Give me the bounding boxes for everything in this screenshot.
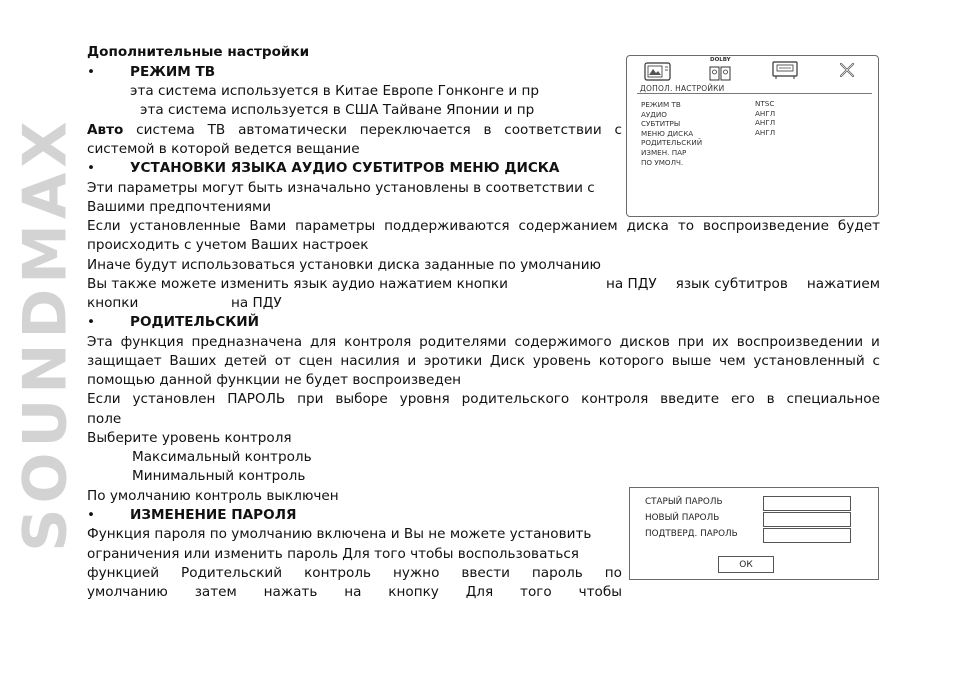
- parental-line-6: Выберите уровень контроля: [87, 430, 292, 446]
- word: поддерживаются: [384, 218, 510, 234]
- word: введите: [660, 391, 720, 407]
- word: дисков: [619, 334, 670, 350]
- word: автоматически: [238, 122, 347, 138]
- word: при: [297, 391, 324, 407]
- menu-value-tv-mode: NTSC: [755, 99, 775, 108]
- word: на: [344, 584, 362, 600]
- parental-line-4: [87, 390, 880, 409]
- word: сцен: [298, 353, 333, 369]
- language-line-1: Эти параметры могут быть изначально установлены в соответствии с: [87, 180, 595, 196]
- word: Эта: [87, 334, 113, 350]
- word: насилия: [340, 353, 400, 369]
- confirm-password-label: ПОДТВЕРД. ПАРОЛЬ: [645, 529, 738, 539]
- tv-ntsc-line: эта система используется в США Тайване Японии и пр: [140, 102, 535, 118]
- word: с: [872, 353, 880, 369]
- word: защищает: [87, 353, 162, 369]
- word: установленный: [753, 353, 865, 369]
- word: пароль: [531, 565, 583, 581]
- bullet: •: [87, 160, 96, 176]
- setup-menu-icon-bar: [627, 56, 878, 84]
- bullet: •: [87, 64, 96, 80]
- word: язык субтитров: [675, 276, 788, 292]
- word: Диск: [489, 353, 526, 369]
- word: затем: [194, 584, 237, 600]
- soundmax-watermark: [11, 58, 81, 610]
- word: в: [766, 391, 775, 407]
- word: кнопку: [388, 584, 439, 600]
- word: нажать: [263, 584, 318, 600]
- word: переключается: [359, 122, 471, 138]
- parental-heading: РОДИТЕЛЬСКИЙ: [130, 314, 260, 330]
- menu-item-defaults[interactable]: ПО УМОЛЧ.: [641, 157, 684, 167]
- new-password-field[interactable]: [763, 512, 851, 527]
- word: ТВ: [207, 122, 226, 138]
- menu-item-disc-menu[interactable]: МЕНЮ ДИСКА: [641, 128, 694, 138]
- parental-max: Максимальный контроль: [132, 449, 312, 465]
- word: Родительский: [181, 565, 283, 581]
- word: чтобы: [578, 584, 622, 600]
- word: контроля: [581, 391, 649, 407]
- setup-menu-values: [755, 99, 775, 137]
- setup-menu-items: [641, 100, 702, 167]
- word: соответствии: [504, 122, 602, 138]
- parental-min: Минимальный контроль: [132, 468, 306, 484]
- menu-item-audio[interactable]: АУДИО: [641, 109, 667, 119]
- word: умолчанию: [87, 584, 168, 600]
- word: при: [677, 334, 705, 350]
- word: на ПДУ: [606, 276, 657, 292]
- word: которого: [598, 353, 664, 369]
- word: в: [483, 122, 492, 138]
- password-dialog: [629, 487, 879, 580]
- language-line-6-right: [606, 275, 880, 294]
- language-line-3: [87, 217, 880, 236]
- new-password-label: НОВЫЙ ПАРОЛЬ: [645, 513, 720, 523]
- bullet: •: [87, 314, 96, 330]
- auto-line: [87, 121, 622, 140]
- word: уровень: [532, 353, 592, 369]
- word: воспроизведении: [736, 334, 864, 350]
- menu-item-parental[interactable]: РОДИТЕЛЬСКИЙ: [641, 138, 703, 148]
- word: содержанием: [518, 218, 618, 234]
- parental-default: По умолчанию контроль выключен: [87, 488, 339, 504]
- word: его: [730, 391, 755, 407]
- word: для: [309, 334, 337, 350]
- word: диска: [626, 218, 669, 234]
- word: родительского: [461, 391, 570, 407]
- setup-menu-panel: [626, 55, 879, 217]
- word: Для: [465, 584, 494, 600]
- menu-value-audio: АНГЛ: [755, 108, 776, 118]
- setup-menu-title: ДОПОЛ. НАСТРОЙКИ: [640, 84, 725, 93]
- word: нажатием: [806, 276, 880, 292]
- word: от: [274, 353, 291, 369]
- tv-pal-line: эта система используется в Китае Европе Гонконге и пр: [130, 83, 540, 99]
- word: то: [677, 218, 695, 234]
- old-password-field[interactable]: [763, 496, 851, 511]
- word: и: [871, 334, 880, 350]
- language-line-2: Вашими предпочтениями: [87, 199, 272, 215]
- word: чем: [718, 353, 746, 369]
- tv-screen-icon[interactable]: [643, 60, 673, 86]
- word: ввести: [461, 565, 510, 581]
- dvd-player-icon[interactable]: [770, 58, 800, 86]
- parental-line-2: [87, 352, 880, 371]
- menu-item-subtitles[interactable]: СУБТИТРЫ: [641, 119, 681, 129]
- word: система: [136, 122, 195, 138]
- menu-value-subtitles: АНГЛ: [755, 118, 776, 128]
- password-line-3: [87, 564, 622, 583]
- auto-word: Авто: [87, 122, 124, 138]
- word: контроль: [304, 565, 372, 581]
- word: детей: [224, 353, 267, 369]
- password-line-4: [87, 583, 622, 602]
- word: Вами: [249, 218, 287, 234]
- tv-mode-heading: РЕЖИМ ТВ: [130, 64, 216, 80]
- password-heading: ИЗМЕНЕНИЕ ПАРОЛЯ: [130, 507, 297, 523]
- word: по: [604, 565, 622, 581]
- word: специальное: [786, 391, 880, 407]
- word: и: [407, 353, 417, 369]
- word: Если: [87, 218, 121, 234]
- word: уровня: [399, 391, 450, 407]
- word: установлен: [132, 391, 216, 407]
- password-line-1: Функция пароля по умолчанию включена и Вы не можете установить: [87, 526, 592, 542]
- word: контроля: [344, 334, 412, 350]
- word: параметры: [295, 218, 376, 234]
- word: будет: [837, 218, 880, 234]
- word: родителями: [419, 334, 507, 350]
- word: нужно: [393, 565, 440, 581]
- word: предназначена: [191, 334, 303, 350]
- dolby-label: DOLBY: [710, 57, 731, 63]
- word: функцией: [87, 565, 160, 581]
- word: функция: [120, 334, 184, 350]
- word: того: [520, 584, 552, 600]
- word: выше: [671, 353, 712, 369]
- auto-line-2: системой в которой ведется вещание: [87, 141, 360, 157]
- word: Ваших: [169, 353, 217, 369]
- language-heading: УСТАНОВКИ ЯЗЫКА АУДИО СУБТИТРОВ МЕНЮ ДИСКА: [130, 160, 560, 176]
- language-line-4: происходить с учетом Ваших настроек: [87, 237, 369, 253]
- watermark-text: SOUNDMAX: [11, 116, 81, 552]
- word: установленные: [129, 218, 241, 234]
- page-title: Дополнительные настройки: [87, 44, 310, 60]
- menu-item-change-password[interactable]: ИЗМЕН. ПАР: [641, 147, 687, 157]
- parental-line-5: поле: [87, 411, 122, 427]
- menu-value-disc-menu: АНГЛ: [755, 127, 776, 137]
- word: содержимого: [514, 334, 612, 350]
- bullet: •: [87, 507, 96, 523]
- menu-item-tv-mode[interactable]: РЕЖИМ ТВ: [641, 100, 681, 109]
- old-password-label: СТАРЫЙ ПАРОЛЬ: [645, 497, 723, 507]
- word: их: [711, 334, 729, 350]
- word: выборе: [335, 391, 388, 407]
- password-line-2: ограничения или изменить пароль Для того чтобы воспользоваться: [87, 546, 579, 562]
- language-line-5: Иначе будут использоваться установки диска заданные по умолчанию: [87, 257, 601, 273]
- exit-cross-icon[interactable]: [838, 62, 856, 82]
- language-line-6-left: Вы также можете изменить язык аудио нажатием кнопки: [87, 276, 508, 292]
- parental-line-3: помощью данной функции не будет воспроизведен: [87, 372, 462, 388]
- setup-menu-divider: [637, 93, 872, 94]
- word: ПАРОЛЬ: [227, 391, 286, 407]
- language-line-7-a: кнопки: [87, 295, 139, 311]
- language-line-7-b: на ПДУ: [231, 295, 282, 311]
- word: эротики: [423, 353, 483, 369]
- word: воспроизведение: [703, 218, 829, 234]
- word: Если: [87, 391, 121, 407]
- confirm-password-field[interactable]: [763, 528, 851, 543]
- parental-line-1: [87, 333, 880, 352]
- ok-button[interactable]: ОК: [718, 556, 774, 573]
- word: с: [614, 122, 622, 138]
